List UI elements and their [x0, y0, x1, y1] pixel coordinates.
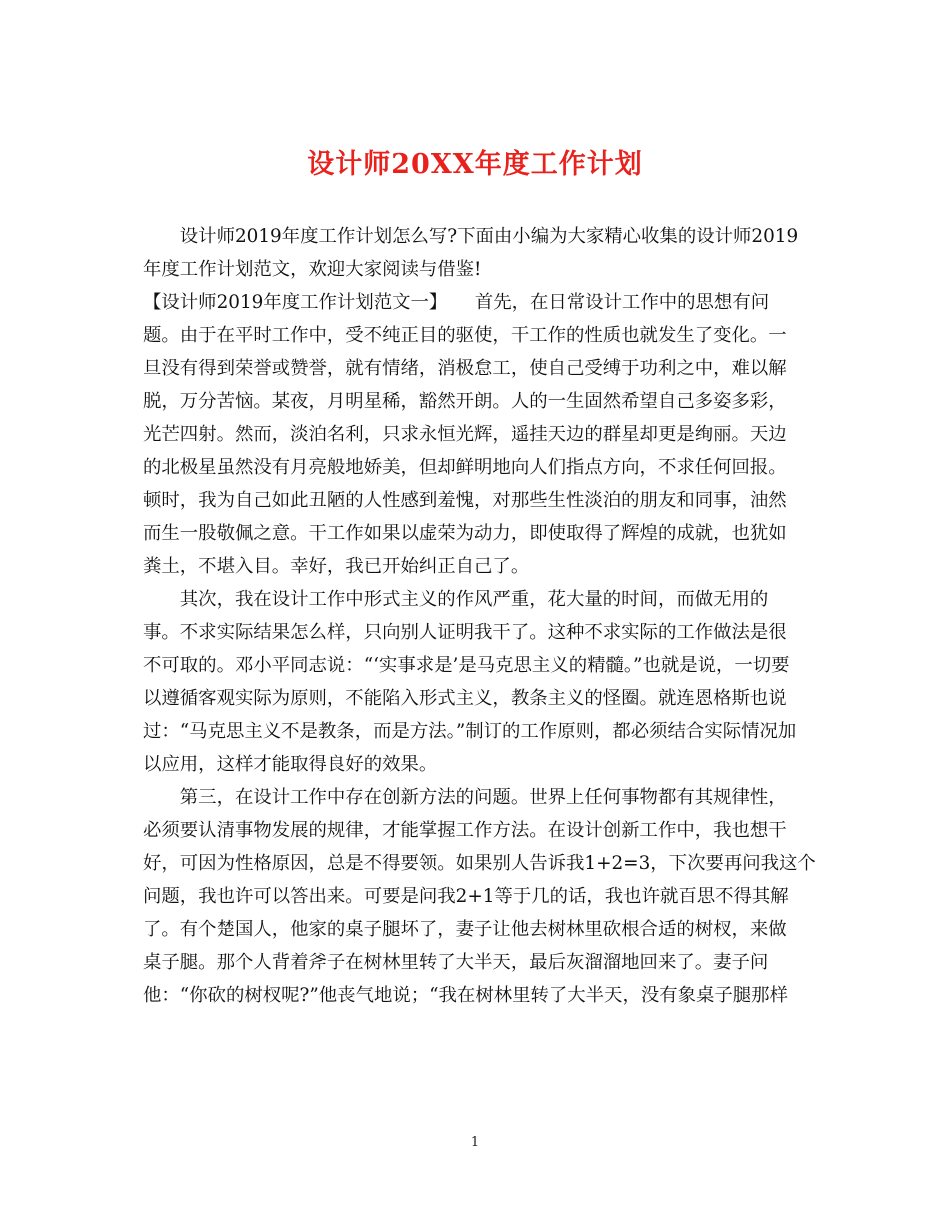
body-line: 粪土，不堪入目。幸好，我已开始纠正自己了。: [143, 556, 530, 577]
body-line: 了。有个楚国人，他家的桌子腿坏了，妻子让他去树林里砍根合适的树杈，来做: [143, 919, 787, 940]
body-line: 事。不求实际结果怎么样，只向别人证明我干了。这种不求实际的工作做法是很: [143, 622, 787, 643]
body-line: 好，可因为性格原因，总是不得要领。如果别人告诉我1+2=3，下次要再问我这个: [143, 853, 816, 874]
body-line: 过：“马克思主义不是教条，而是方法。”制订的工作原则，都必须结合实际情况加: [143, 721, 797, 742]
body-line: 的北极星虽然没有月亮般地娇美，但却鲜明地向人们指点方向，不求任何回报。: [143, 457, 787, 478]
body-line: 不可取的。邓小平同志说：“‘实事求是’是马克思主义的精髓。”也就是说，一切要: [143, 655, 790, 676]
body-line: 桌子腿。那个人背着斧子在树林里转了大半天，最后灰溜溜地回来了。妻子问: [143, 952, 769, 973]
document-title: 设计师20XX年度工作计划: [307, 149, 643, 180]
body-line: 旦没有得到荣誉或赞誉，就有情绪，消极怠工，使自己受缚于功利之中，难以解: [143, 358, 787, 379]
body-line: 第三，在设计工作中存在创新方法的问题。世界上任何事物都有其规律性，: [143, 787, 787, 808]
body-line: 而生一股敬佩之意。干工作如果以虚荣为动力，即使取得了辉煌的成就，也犹如: [143, 523, 787, 544]
body-line: 题。由于在平时工作中，受不纯正目的驱使，干工作的性质也就发生了变化。一: [143, 325, 787, 346]
body-line: 以应用，这样才能取得良好的效果。: [143, 754, 438, 775]
body-line: 光芒四射。然而，淡泊名利，只求永恒光辉，遥挂天边的群星却更是绚丽。天边: [143, 424, 787, 445]
body-line: 以遵循客观实际为原则，不能陷入形式主义，教条主义的怪圈。就连恩格斯也说: [143, 688, 787, 709]
body-line: 脱，万分苦恼。某夜，月明星稀，豁然开朗。人的一生固然希望自己多姿多彩，: [143, 391, 787, 412]
body-line: 其次，我在设计工作中形式主义的作风严重，花大量的时间，而做无用的: [143, 589, 769, 610]
body-line: 必须要认清事物发展的规律，才能掌握工作方法。在设计创新工作中，我也想干: [143, 820, 787, 841]
body-line: 【设计师2019年度工作计划范文一】 首先，在日常设计工作中的思想有问: [143, 292, 770, 313]
body-line: 年度工作计划范文，欢迎大家阅读与借鉴!: [143, 259, 482, 280]
body-line: 他：“你砍的树杈呢?”他丧气地说；“我在树林里转了大半天，没有象桌子腿那样: [143, 985, 788, 1006]
body-line: 顿时，我为自己如此丑陋的人性感到羞愧，对那些生性淡泊的朋友和同事，油然: [143, 490, 787, 511]
body-line: 设计师2019年度工作计划怎么写?下面由小编为大家精心收集的设计师2019: [143, 226, 799, 247]
page-number: 1: [470, 1135, 480, 1150]
body-line: 问题，我也许可以答出来。可要是问我2+1等于几的话，我也许就百思不得其解: [143, 886, 789, 907]
